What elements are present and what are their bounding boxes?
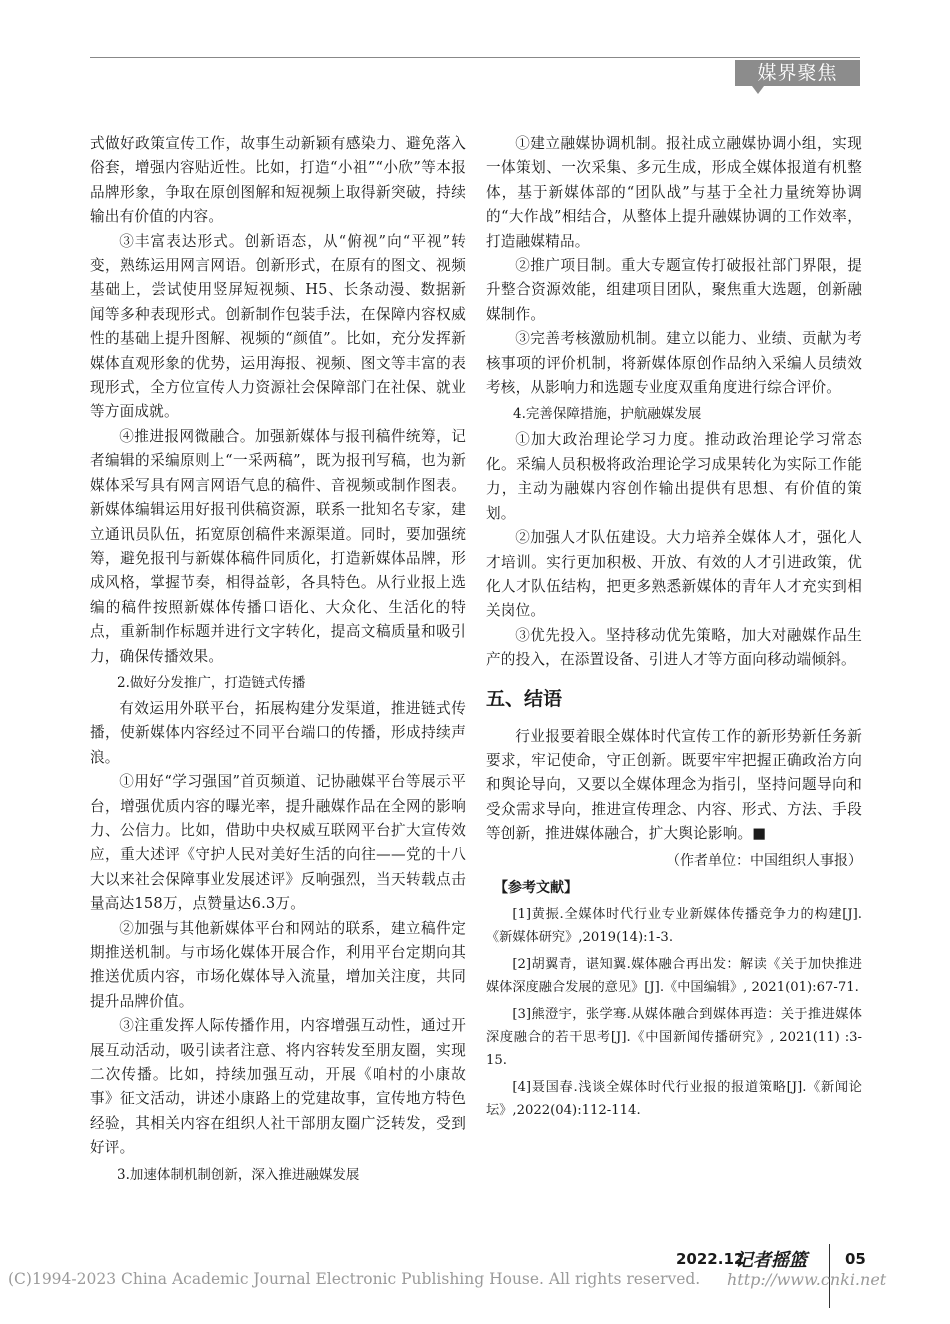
page-number: 05 <box>845 1250 866 1268</box>
paragraph: ③优先投入。坚持移动优先策略，加大对融媒作品生产的投入，在添置设备、引进人才等方面向移动端倾斜。 <box>486 626 862 669</box>
reference-item: [4]聂国春.浅谈全媒体时代行业报的报道策略[J].《新闻论坛》,2022(04):112-114. <box>486 1079 862 1118</box>
right-column <box>486 132 862 1126</box>
section-title: 五、结语 <box>486 687 563 710</box>
paragraph: 式做好政策宣传工作，故事生动新颖有感染力、避免落入俗套，增强内容贴近性。比如，打造“小祖”“小欣”等本报品牌形象，争取在原创图解和短视频上取得新突破，持续输出有价值的内容。 <box>90 135 466 226</box>
reference-item: [2]胡翼青，谌知翼.媒体融合再出发：解读《关于加快推进媒体深度融合发展的意见》[J].《中国编辑》, 2021(01):67-71. <box>486 956 862 995</box>
paragraph: ③完善考核激励机制。建立以能力、业绩、贡献为考核事项的评价机制，将新媒体原创作品纳入采编人员绩效考核，从影响力和选题专业度双重角度进行综合评价。 <box>486 330 862 397</box>
reference-item: [1]黄振.全媒体时代行业专业新媒体传播竞争力的构建[J].《新媒体研究》,2019(14):1-3. <box>486 906 862 945</box>
subheading: 2.做好分发推广，打造链式传播 <box>117 674 306 691</box>
author-affiliation: （作者单位：中国组织人事报） <box>666 852 862 869</box>
paragraph: ③注重发挥人际传播作用，内容增强互动性，通过开展互动活动，吸引读者注意、将内容转发至朋友圈，实现二次传播。比如，持续加强互动，开展《咱村的小康故事》征文活动，讲述小康路上的党建故事，宣传地方特色经验，其相关内容在组织人社干部朋友圈广泛转发，受到好评。 <box>90 1017 466 1157</box>
paragraph: 行业报要着眼全媒体时代宣传工作的新形势新任务新要求，牢记使命，守正创新。既要牢牢把握正确政治方向和舆论导向，又要以全媒体理念为指引，坚持问题导向和受众需求导向，推进宣传理念、内容、形式、方法、手段等创新，推进媒体融合，扩大舆论影响。■ <box>486 727 862 843</box>
left-column <box>90 132 466 1189</box>
paragraph: ③丰富表达形式。创新语态，从“俯视”向“平视”转变，熟练运用网言网语。创新形式，在原有的图文、视频基础上，尝试使用竖屏短视频、H5、长条动漫、数据新闻等多种表现形式。创新制作包装手法，在保障内容权威性的基础上提升图解、视频的“颜值”。比如，充分发挥新媒体直观形象的优势，运用海报、视频、图文等丰富的表现形式，全方位宣传人力资源社会保障部门在社保、就业等方面成就。 <box>90 232 466 421</box>
paragraph: ④推进报网微融合。加强新媒体与报刊稿件统筹，记者编辑的采编原则上“一采两稿”，既为报刊写稿，也为新媒体采写具有网言网语气息的稿件、音视频或制作图表。新媒体编辑运用好报刊供稿资源，联系一批知名专家，建立通讯员队伍，拓宽原创稿件来源渠道。同时，要加强统筹，避免报刊与新媒体稿件同质化，打造新媒体品牌，形成风格，掌握节奏，相得益彰，各具特色。从行业报上选编的稿件按照新媒体传播口语化、大众化、生活化的特点，重新制作标题并进行文字转化，提高文稿质量和吸引力，确保传播效果。 <box>90 427 466 665</box>
section-tag: 媒界聚焦 <box>735 60 860 86</box>
paragraph: ②加强人才队伍建设。大力培养全媒体人才，强化人才培训。实行更加积极、开放、有效的人才引进政策，优化人才队伍结构，把更多熟悉新媒体的青年人才充实到相关岗位。 <box>486 529 862 620</box>
subheading: 3.加速体制机制创新，深入推进融媒发展 <box>117 1166 360 1183</box>
issue-date: 2022.12 <box>676 1250 745 1268</box>
paragraph: 有效运用外联平台，拓展构建分发渠道，推进链式传播，使新媒体内容经过不同平台端口的传播，形成持续声浪。 <box>90 699 466 766</box>
paragraph: ①加大政治理论学习力度。推动政治理论学习常态化。采编人员积极将政治理论学习成果转化为实际工作能力，主动为融媒内容创作输出提供有思想、有价值的策划。 <box>486 431 862 522</box>
reference-item: [3]熊澄宇，张学骞.从媒体融合到媒体再造：关于推进媒体深度融合的若干思考[J].《中国新闻传播研究》, 2021(11) :3-15. <box>486 1006 862 1068</box>
magazine-logo: 记者摇篮 <box>735 1250 807 1271</box>
paragraph: ①用好“学习强国”首页频道、记协融媒平台等展示平台，增强优质内容的曝光率，提升融媒作品在全网的影响力、公信力。比如，借助中央权威互联网平台扩大宣传效应，重大述评《守护人民对美好生活的向往——党的十八大以来社会保障事业发展述评》反响强烈，当天转载点击量高达158万，点赞量达6.3万。 <box>90 773 466 913</box>
paragraph: ②推广项目制。重大专题宣传打破报社部门界限，提升整合资源效能，组建项目团队，聚焦重大选题，创新融媒制作。 <box>486 257 862 323</box>
paragraph: ②加强与其他新媒体平台和网站的联系，建立稿件定期推送机制。与市场化媒体开展合作，利用平台定期向其推送优质内容，市场化媒体导入流量，增加关注度，共同提升品牌价值。 <box>90 919 466 1010</box>
references-title: 【参考文献】 <box>494 879 578 896</box>
copyright-watermark: (C)1994-2023 China Academic Journal Electronic Publishing House. All rights reserved. <box>8 1270 701 1288</box>
website-watermark: http://www.cnki.net <box>727 1270 887 1289</box>
header-rule <box>90 57 860 58</box>
paragraph: ①建立融媒协调机制。报社成立融媒协调小组，实现一体策划、一次采集、多元生成，形成全媒体报道有机整体，基于新媒体部的“团队战”与基于全社力量统筹协调的“大作战”相结合，从整体上提升融媒协调的工作效率，打造融媒精品。 <box>486 135 862 250</box>
subheading: 4.完善保障措施，护航融媒发展 <box>513 406 702 423</box>
section-tag-notch <box>752 86 764 94</box>
